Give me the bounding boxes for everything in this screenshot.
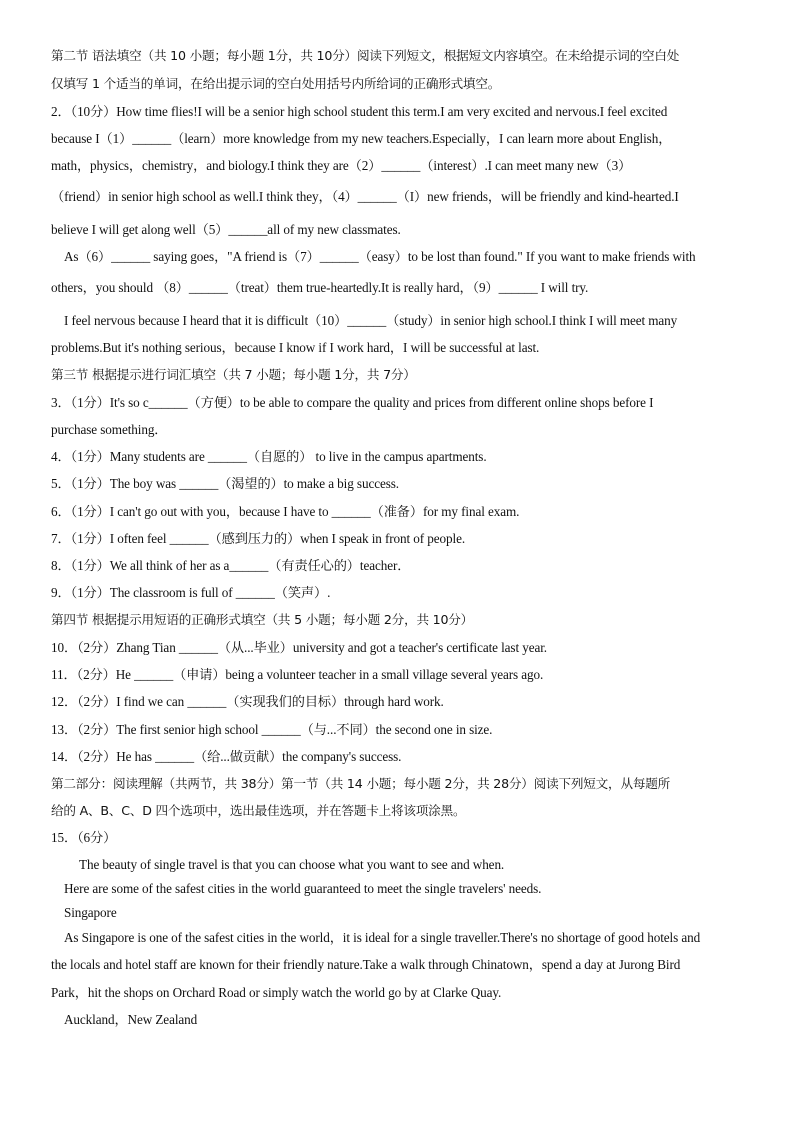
- passage-line: believe I will get along well（5）______all of my new classmates.: [51, 222, 401, 237]
- question-3-line: 3．（1分）It's so c______（方便）to be able to compare the quality and prices from different online shops before I: [51, 395, 654, 410]
- question-9: 9．（1分）The classroom is full of ______（笑声）.: [51, 585, 331, 600]
- passage-line: because I（1）______（learn）more knowledge from my new teachers.Especially，I can learn more about English，: [51, 131, 672, 146]
- reading-paragraph: The beauty of single travel is that you can choose what you want to see and when.: [79, 857, 505, 872]
- reading-subheading: Singapore: [64, 905, 117, 920]
- passage-line: others，you should （8）______（treat）them true-heartedly.It is really hard，（9）______ I will try.: [51, 280, 589, 295]
- passage-line: （friend）in senior high school as well.I think they，（4）______（I）new friends，will be friendly and kind-hearted.I: [51, 189, 679, 204]
- question-4: 4．（1分）Many students are ______（自愿的） to live in the campus apartments.: [51, 449, 487, 464]
- question-13: 13．（2分）The first senior high school ______（与...不同）the second one in size.: [51, 722, 493, 737]
- passage-line: As（6）______ saying goes，"A friend is（7）______（easy）to be lost than found." If you want to make friends with: [64, 249, 696, 264]
- question-10: 10．（2分）Zhang Tian ______（从...毕业）university and got a teacher's certificate last year.: [51, 640, 547, 655]
- section-heading-phrases: 第四节 根据提示用短语的正确形式填空（共 5 小题；每小题 2分，共 10分）: [51, 612, 474, 627]
- reading-paragraph: As Singapore is one of the safest cities in the world，it is ideal for a single traveller.There's no shortage of good hotels and: [64, 930, 701, 945]
- reading-instruction: 给的 A、B、C、D 四个选项中，选出最佳选项，并在答题卡上将该项涂黑。: [51, 803, 466, 818]
- passage-line: math，physics，chemistry，and biology.I think they are（2）______（interest）.I can meet many new（3）: [51, 158, 632, 173]
- section-heading-grammar: 第二节 语法填空（共 10 小题；每小题 1分，共 10分）阅读下列短文，根据短文内容填空。在未给提示词的空白处: [51, 48, 680, 63]
- reading-paragraph: Here are some of the safest cities in the world guaranteed to meet the single travelers' needs.: [64, 881, 542, 896]
- question-14: 14．（2分）He has ______（给...做贡献）the company's success.: [51, 749, 402, 764]
- passage-line: problems.But it's nothing serious，because I know if I work hard，I will be successful at last.: [51, 340, 540, 355]
- question-8: 8．（1分）We all think of her as a______（有责任心的）teacher．: [51, 558, 411, 573]
- section-heading-vocab: 第三节 根据提示进行词汇填空（共 7 小题；每小题 1分，共 7分）: [51, 367, 416, 382]
- question-15: 15．（6分）: [51, 830, 117, 845]
- question-7: 7．（1分）I often feel ______（感到压力的）when I speak in front of people.: [51, 531, 466, 546]
- question-5: 5．（1分）The boy was ______（渴望的）to make a big success.: [51, 476, 399, 491]
- reading-subheading: Auckland，New Zealand: [64, 1012, 198, 1027]
- question-2-line: 2．（10分）How time flies!I will be a senior high school student this term.I am very excited and nervous.I feel excited: [51, 104, 668, 119]
- section-heading-reading: 第二部分：阅读理解（共两节，共 38分）第一节（共 14 小题；每小题 2分，共 28分）阅读下列短文，从每题所: [51, 776, 671, 791]
- question-12: 12．（2分）I find we can ______（实现我们的目标）through hard work.: [51, 694, 444, 709]
- question-3-line-2: purchase something．: [51, 422, 168, 437]
- question-11: 11．（2分）He ______（申请）being a volunteer teacher in a small village several years ago.: [51, 667, 544, 682]
- question-6: 6．（1分）I can't go out with you，because I have to ______（准备）for my final exam.: [51, 504, 520, 519]
- section-instruction: 仅填写 1 个适当的单词，在给出提示词的空白处用括号内所给词的正确形式填空。: [51, 76, 501, 91]
- passage-line: I feel nervous because I heard that it is difficult（10）______（study）in senior high school.I think I will meet many: [64, 313, 678, 328]
- reading-paragraph: Park，hit the shops on Orchard Road or simply watch the world go by at Clarke Quay.: [51, 985, 502, 1000]
- reading-paragraph: the locals and hotel staff are known for their friendly nature.Take a walk through Chinatown，spend a day at Jurong Bird: [51, 957, 681, 972]
